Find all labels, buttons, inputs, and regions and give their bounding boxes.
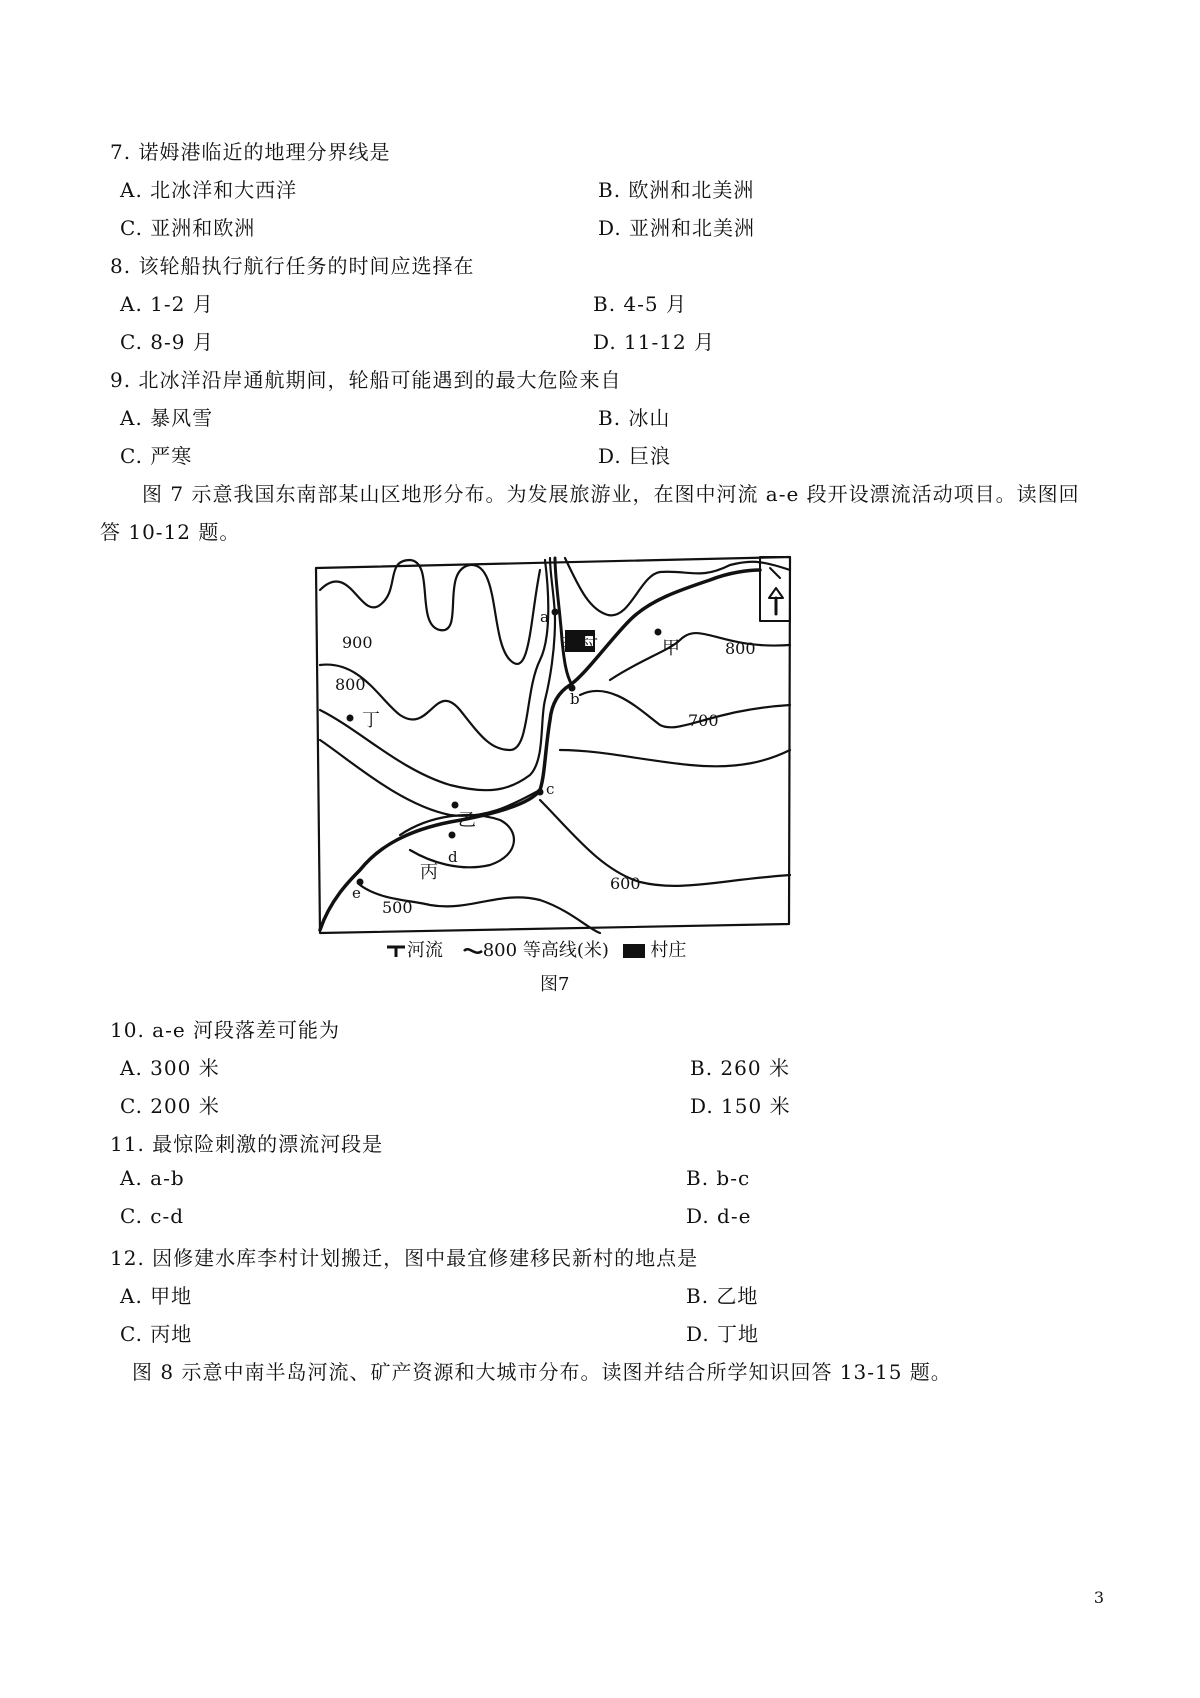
figure-7-intro-line-1: 图 7 示意我国东南部某山区地形分布。为发展旅游业，在图中河流 a-e 段开设漂流活动项目。读图回 (142, 482, 1080, 506)
question-8-stem: 8. 该轮船执行航行任务的时间应选择在 (110, 254, 475, 278)
contour-label-800-right: 800 (725, 639, 756, 658)
legend-contour-value: 800 (482, 940, 518, 961)
ding-label: 丁 (362, 710, 380, 731)
contour-mid-right (560, 750, 790, 766)
legend-river-symbol (385, 943, 407, 959)
figure-7-legend (385, 936, 785, 964)
point-a-label: a (540, 608, 549, 626)
point-a-dot (552, 609, 559, 616)
question-11-option-c: C. c-d (120, 1204, 185, 1228)
river-tributary (555, 558, 572, 685)
point-b-label: b (570, 690, 580, 708)
legend-contour-label: 等高线(米) (522, 940, 609, 961)
question-9-option-b: B. 冰山 (598, 406, 671, 430)
question-12-option-d: D. 丁地 (686, 1322, 760, 1346)
question-7-option-b: B. 欧洲和北美洲 (598, 178, 755, 202)
contour-800-left (320, 560, 548, 750)
legend-contour-symbol (463, 941, 483, 962)
question-9-option-d: D. 巨浪 (598, 444, 672, 468)
question-8-option-a: A. 1-2 月 (120, 292, 214, 316)
bing-label: 丙 (420, 862, 438, 883)
figure-7-caption: 图7 (540, 974, 570, 995)
ding-dot (347, 715, 354, 722)
point-c-dot (537, 789, 544, 796)
contour-label-800-left: 800 (335, 675, 366, 694)
contour-label-900: 900 (342, 633, 373, 652)
point-c-label: c (546, 780, 555, 798)
question-7-stem: 7. 诺姆港临近的地理分界线是 (110, 140, 391, 164)
contour-600 (540, 800, 790, 886)
question-12-stem: 12. 因修建水库李村计划搬迁，图中最宜修建移民新村的地点是 (110, 1246, 699, 1270)
question-11-stem: 11. 最惊险刺激的漂流河段是 (110, 1132, 384, 1156)
yi-label: 乙 (458, 810, 476, 831)
village-li-label: 李村 (562, 634, 598, 655)
figure-7-topographic-map (335, 600, 870, 1085)
contour-label-700: 700 (688, 711, 719, 730)
question-11-option-d: D. d-e (686, 1204, 752, 1228)
question-8-option-c: C. 8-9 月 (120, 330, 214, 354)
question-8-option-b: B. 4-5 月 (593, 292, 687, 316)
question-7-option-d: D. 亚洲和北美洲 (598, 216, 756, 240)
contour-700-right (565, 558, 790, 615)
question-8-option-d: D. 11-12 月 (593, 330, 716, 354)
question-12-option-a: A. 甲地 (120, 1284, 193, 1308)
question-7-option-c: C. 亚洲和欧洲 (120, 216, 256, 240)
question-7-option-a: A. 北冰洋和大西洋 (120, 178, 298, 202)
question-12-option-b: B. 乙地 (686, 1284, 759, 1308)
question-10-option-d: D. 150 米 (690, 1094, 791, 1118)
question-9-option-a: A. 暴风雪 (120, 406, 214, 430)
north-arrow-tick (770, 568, 780, 578)
question-11-option-b: B. b-c (686, 1166, 751, 1190)
topographic-map-svg (335, 600, 870, 1085)
question-12-option-c: C. 丙地 (120, 1322, 193, 1346)
question-11-option-a: A. a-b (120, 1166, 185, 1190)
contour-700 (580, 691, 790, 727)
contour-label-600: 600 (610, 874, 641, 893)
question-10-option-b: B. 260 米 (690, 1056, 790, 1080)
jia-label: 甲 (662, 638, 680, 659)
contour-800-right (610, 633, 790, 680)
point-e-label: e (352, 884, 361, 902)
legend-village-label: 村庄 (650, 940, 687, 961)
question-10-option-a: A. 300 米 (120, 1056, 220, 1080)
figure-7-intro-line-2: 答 10-12 题。 (100, 520, 241, 544)
point-d-dot (449, 832, 456, 839)
yi-dot (452, 802, 459, 809)
figure-8-intro: 图 8 示意中南半岛河流、矿产资源和大城市分布。读图并结合所学知识回答 13-15 题。 (132, 1360, 952, 1384)
question-10-stem: 10. a-e 河段落差可能为 (110, 1018, 341, 1042)
point-d-label: d (448, 848, 458, 866)
legend-village-symbol (623, 944, 645, 958)
jia-dot (655, 629, 662, 636)
question-10-option-c: C. 200 米 (120, 1094, 220, 1118)
page-number: 3 (1093, 1588, 1104, 1607)
question-9-stem: 9. 北冰洋沿岸通航期间，轮船可能遇到的最大危险来自 (110, 368, 622, 392)
legend-river-label: 河流 (407, 940, 443, 961)
question-9-option-c: C. 严寒 (120, 444, 193, 468)
contour-label-500: 500 (382, 898, 413, 917)
